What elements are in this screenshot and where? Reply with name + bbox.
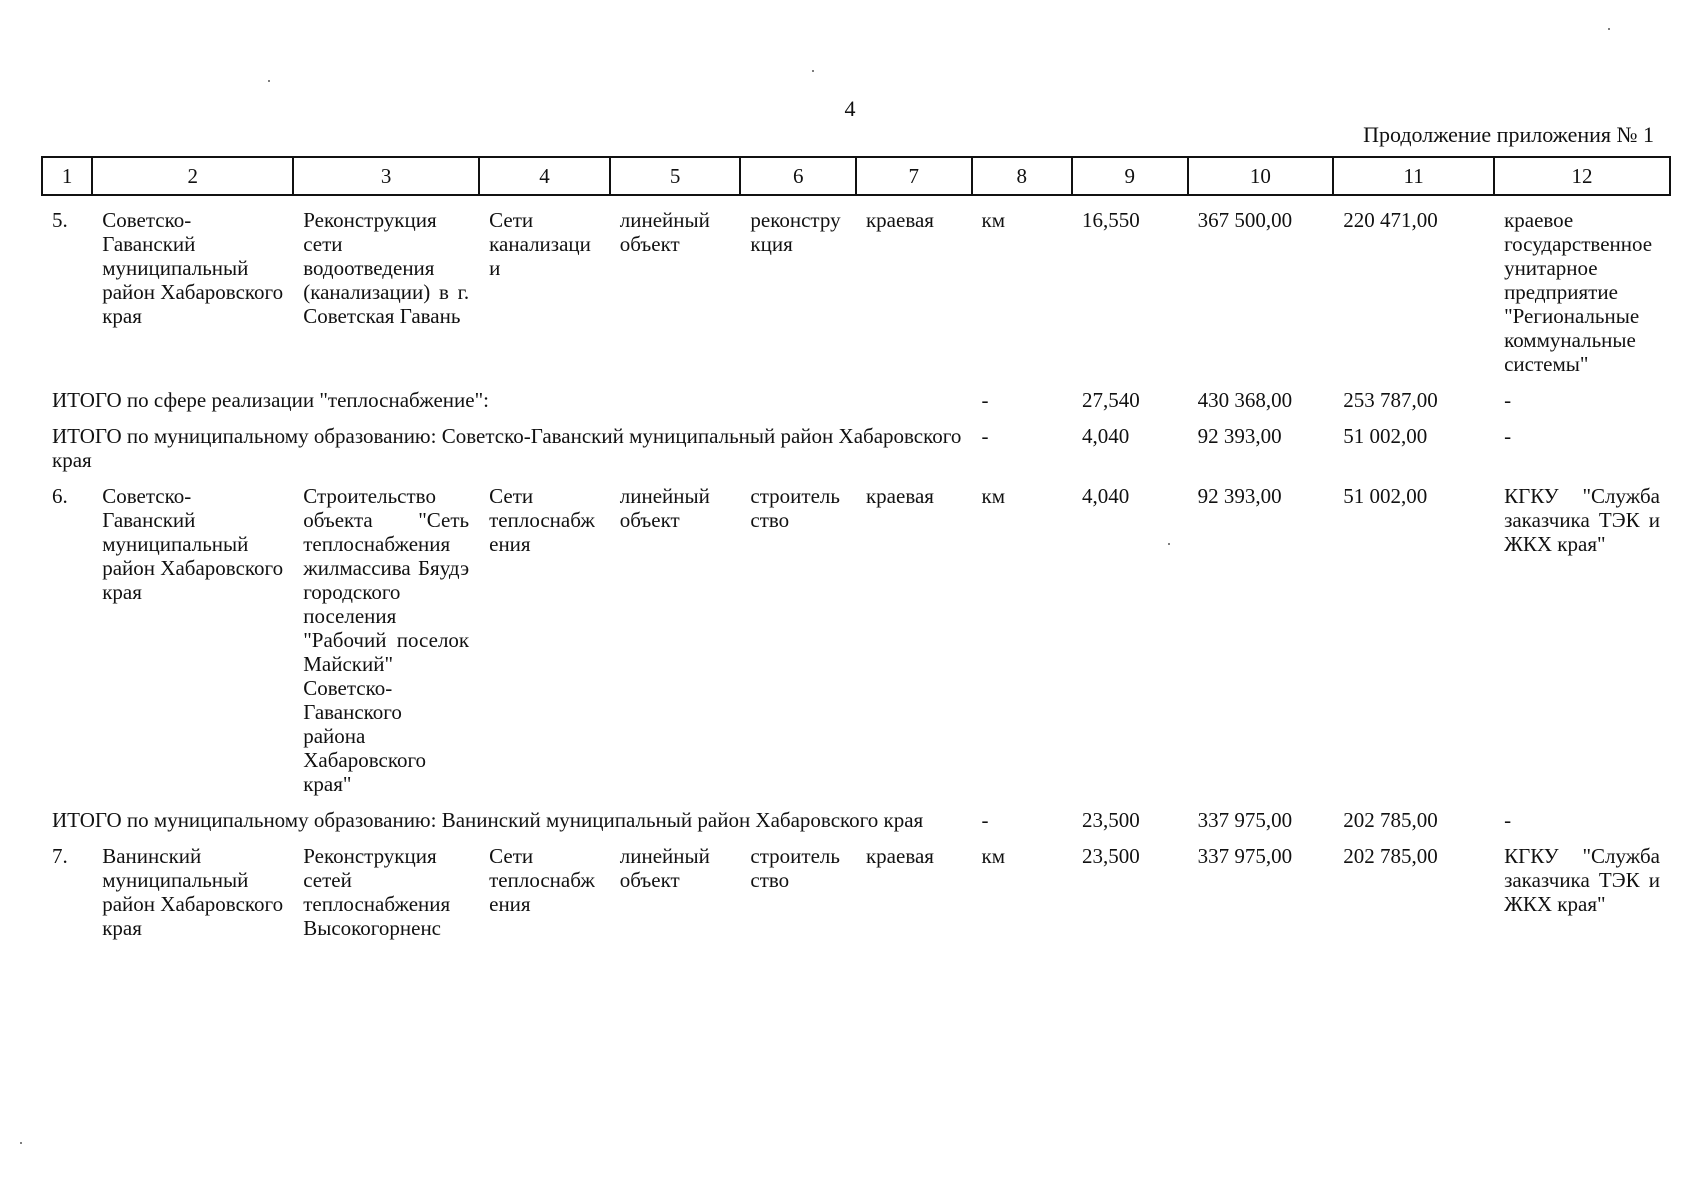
total-row (42, 796, 1670, 832)
table-row (42, 472, 1670, 796)
territory-cell: Советско-Гаванский муниципальный район Хабаровского края (102, 208, 284, 328)
column-number: 11 (1333, 157, 1494, 195)
cost-budget-cell: 202 785,00 (1343, 808, 1438, 832)
work-cell: строительство (750, 844, 840, 892)
column-number: 7 (856, 157, 972, 195)
capacity-cell: 4,040 (1082, 424, 1130, 448)
page-number: 4 (844, 96, 856, 121)
cost-total-cell: 367 500,00 (1197, 208, 1293, 232)
capacity-cell: 23,500 (1082, 844, 1140, 868)
territory-cell: Советско-Гаванский муниципальный район Хабаровского края (102, 484, 284, 604)
column-number: 8 (972, 157, 1072, 195)
column-number: 1 (42, 157, 92, 195)
column-number: 2 (92, 157, 293, 195)
cost-budget-cell: 220 471,00 (1343, 208, 1438, 232)
capacity-cell: 23,500 (1082, 808, 1140, 832)
category-cell: линейный объект (619, 208, 710, 256)
scan-speck (20, 1142, 22, 1144)
column-number: 9 (1072, 157, 1188, 195)
customer-cell: КГКУ "Служба заказчика ТЭК и ЖКХ края" (1504, 484, 1660, 556)
capacity-cell: 16,550 (1082, 208, 1140, 232)
table-row (42, 195, 1670, 376)
cost-budget-cell: 202 785,00 (1343, 844, 1438, 868)
unit-cell: - (981, 388, 989, 412)
total-label: ИТОГО по сфере реализации "теплоснабжение": (52, 388, 489, 412)
column-number: 6 (740, 157, 856, 195)
column-number: 5 (610, 157, 741, 195)
unit-cell: - (981, 424, 989, 448)
total-label: ИТОГО по муниципальному образованию: Советско-Гаванский муниципальный район Хабаровского края (52, 424, 962, 472)
type-cell: Сети теплоснабжения (489, 844, 595, 916)
work-cell: строительство (750, 484, 840, 532)
unit-cell: км (981, 844, 1006, 868)
total-row (42, 376, 1670, 412)
level-cell: краевая (865, 484, 934, 508)
category-cell: линейный объект (619, 484, 710, 532)
scan-speck (812, 70, 814, 72)
cost-total-cell: 430 368,00 (1197, 388, 1293, 412)
level-cell: краевая (865, 208, 934, 232)
unit-cell: - (981, 808, 989, 832)
scan-speck (1168, 543, 1170, 545)
cost-total-cell: 92 393,00 (1197, 424, 1282, 448)
objects-table (41, 156, 1671, 940)
appendix-continuation-note: Продолжение приложения № 1 (1363, 122, 1654, 147)
total-label: ИТОГО по муниципальному образованию: Ванинский муниципальный район Хабаровского края (52, 808, 924, 832)
cost-budget-cell: 51 002,00 (1343, 484, 1428, 508)
cost-budget-cell: 253 787,00 (1343, 388, 1438, 412)
customer-cell: - (1504, 808, 1512, 832)
object-cell: Реконструкция сетей теплоснабжения Высокогорненс (303, 844, 451, 940)
type-cell: Сети канализации (489, 208, 591, 280)
total-row (42, 412, 1670, 472)
cost-total-cell: 337 975,00 (1197, 808, 1293, 832)
row-number: 6. (52, 484, 68, 508)
column-number-row (42, 157, 1670, 195)
row-number: 5. (52, 208, 68, 232)
work-cell: реконструкция (750, 208, 841, 256)
unit-cell: км (981, 484, 1006, 508)
customer-cell: - (1504, 424, 1512, 448)
table-row (42, 832, 1670, 940)
type-cell: Сети теплоснабжения (489, 484, 595, 556)
scan-speck (268, 80, 270, 82)
customer-cell: КГКУ "Служба заказчика ТЭК и ЖКХ края" (1504, 844, 1660, 916)
unit-cell: км (981, 208, 1006, 232)
scan-speck (1608, 28, 1610, 30)
cost-budget-cell: 51 002,00 (1343, 424, 1428, 448)
level-cell: краевая (865, 844, 934, 868)
cost-total-cell: 92 393,00 (1197, 484, 1282, 508)
object-cell: Строительство объекта "Сеть теплоснабжения жилмассива Бяудэ городского поселения "Рабочий поселок Майский" Советско-Гаванского района Хабаровского края" (303, 484, 470, 796)
capacity-cell: 27,540 (1082, 388, 1140, 412)
cost-total-cell: 337 975,00 (1197, 844, 1293, 868)
column-number: 3 (293, 157, 479, 195)
object-cell: Реконструкция сети водоотведения (канализации) в г. Советская Гавань (303, 208, 470, 328)
column-number: 12 (1494, 157, 1670, 195)
customer-cell: - (1504, 388, 1512, 412)
row-number: 7. (52, 844, 68, 868)
category-cell: линейный объект (619, 844, 710, 892)
capacity-cell: 4,040 (1082, 484, 1130, 508)
column-number: 10 (1188, 157, 1334, 195)
column-number: 4 (479, 157, 610, 195)
customer-cell: краевое государственное унитарное предприятие "Региональные коммунальные системы" (1504, 208, 1653, 376)
territory-cell: Ванинский муниципальный район Хабаровского края (102, 844, 284, 940)
